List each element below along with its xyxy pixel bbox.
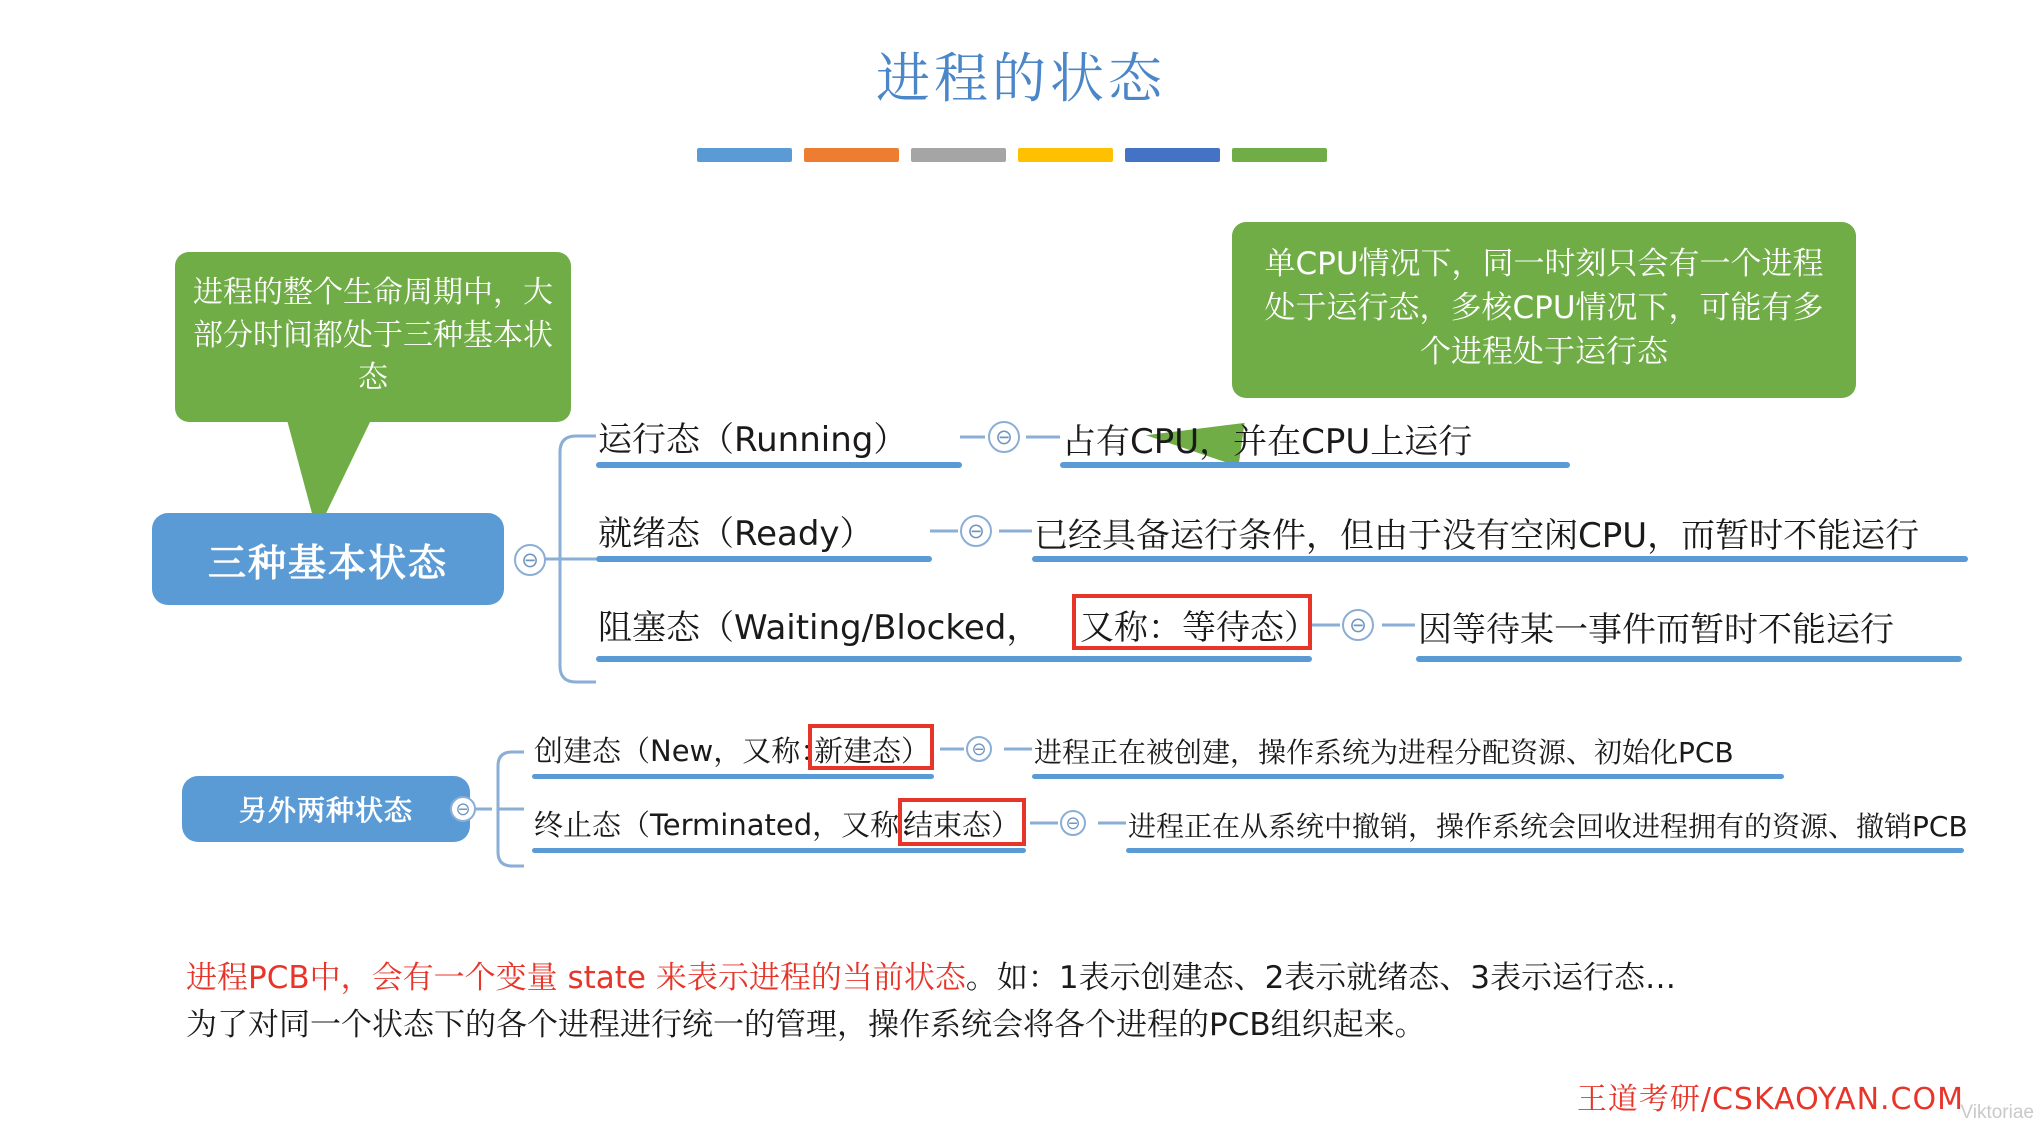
node-two-other-states-label: 另外两种状态 [238, 794, 413, 827]
state-new-desc: 进程正在被创建，操作系统为进程分配资源、初始化PCB [1034, 736, 1734, 769]
title-rule-seg-4 [1018, 148, 1113, 162]
state-running-underline [596, 462, 962, 468]
collapse-toggle-blocked[interactable] [1342, 609, 1374, 641]
state-terminated-label: 终止态（Terminated，又称： [534, 808, 929, 842]
state-ready-underline [596, 556, 932, 562]
state-blocked-highlight: 又称：等待态） [1080, 608, 1318, 648]
state-blocked-desc-underline [1416, 656, 1962, 662]
collapse-icon: ⊖ [1065, 813, 1081, 833]
state-ready-desc-underline [1032, 556, 1968, 562]
title-rule-seg-3 [911, 148, 1006, 162]
node-three-basic-states-label: 三种基本状态 [207, 540, 448, 585]
state-running-desc-underline [1060, 462, 1570, 468]
cpu-callout-text: 单CPU情况下，同一时刻只会有一个进程处于运行态，多核CPU情况下，可能有多个进程处于运行态 [1264, 246, 1824, 371]
collapse-icon: ⊖ [971, 739, 987, 759]
collapse-toggle-basic[interactable] [514, 544, 546, 576]
watermark-label: Viktoriae [1960, 1102, 2034, 1123]
brand-label: 王道考研/CSKAOYAN.COM [1576, 1082, 1964, 1117]
node-two-other-states[interactable] [182, 776, 470, 842]
state-new-highlight: 新建态） [814, 734, 931, 768]
state-terminated-underline [532, 848, 1026, 853]
title-rule-seg-5 [1125, 148, 1220, 162]
title-rule-seg-6 [1232, 148, 1327, 162]
state-terminated-desc: 进程正在从系统中撤销，操作系统会回收进程拥有的资源、撤销PCB [1128, 810, 1968, 843]
collapse-toggle-terminated[interactable] [1060, 810, 1086, 836]
cpu-callout [1232, 222, 1856, 398]
bottom-note [186, 955, 1976, 1048]
lifecycle-callout-text: 进程的整个生命周期中，大部分时间都处于三种基本状态 [193, 275, 553, 396]
collapse-icon: ⊖ [967, 519, 985, 543]
collapse-toggle-running[interactable] [988, 421, 1020, 453]
title-rule-seg-2 [804, 148, 899, 162]
bottom-note-red: 进程PCB中，会有一个变量 state 来表示进程的当前状态 [186, 960, 966, 996]
state-blocked-underline [596, 656, 1312, 662]
collapse-toggle-new[interactable] [966, 736, 992, 762]
state-blocked-label: 阻塞态（Waiting/Blocked， [598, 608, 1041, 648]
collapse-toggle-other[interactable] [450, 796, 476, 822]
page-title: 进程的状态 [876, 47, 1166, 110]
state-new-desc-underline [1032, 774, 1784, 779]
bottom-note-line-2: 为了对同一个状态下的各个进程进行统一的管理，操作系统会将各个进程的PCB组织起来。 [186, 1006, 1426, 1043]
bottom-note-line-1 [186, 955, 1976, 1002]
title-decoration-bar [697, 148, 1327, 162]
state-new-label: 创建态（New，又称： [534, 734, 830, 768]
state-terminated-highlight: 结束态） [904, 808, 1021, 842]
state-ready-label: 就绪态（Ready） [598, 514, 874, 554]
state-running-label: 运行态（Running） [598, 420, 908, 460]
collapse-toggle-ready[interactable] [960, 515, 992, 547]
lifecycle-callout [175, 252, 571, 422]
state-new-underline [532, 774, 934, 779]
collapse-icon: ⊖ [1349, 613, 1367, 637]
node-three-basic-states[interactable] [152, 513, 504, 605]
state-ready-desc: 已经具备运行条件，但由于没有空闲CPU，而暂时不能运行 [1034, 516, 1920, 556]
state-blocked-desc: 因等待某一事件而暂时不能运行 [1418, 610, 1894, 650]
title-rule-seg-1 [697, 148, 792, 162]
bottom-note-black: 。如：1表示创建态、2表示就绪态、3表示运行态… [965, 960, 1677, 996]
state-running-desc: 占有CPU，并在CPU上运行 [1062, 422, 1473, 462]
collapse-icon: ⊖ [455, 799, 471, 819]
state-terminated-desc-underline [1126, 848, 1964, 853]
collapse-icon: ⊖ [995, 425, 1013, 449]
collapse-icon: ⊖ [521, 548, 539, 572]
